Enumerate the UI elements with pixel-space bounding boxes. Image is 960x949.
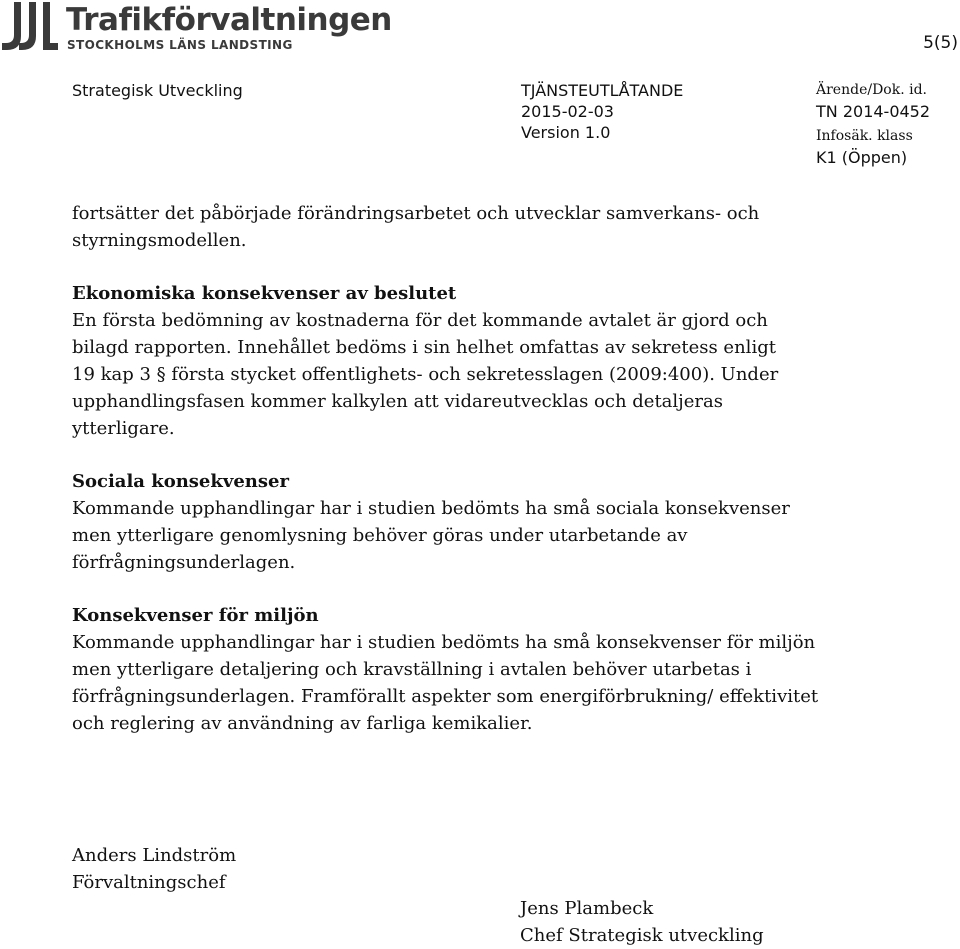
intro-paragraph: fortsätter det påbörjade förändringsarbetet och utvecklar samverkans- och styrningsmodellen. (72, 203, 760, 251)
case-id: TN 2014-0452 (816, 102, 931, 121)
department: Strategisk Utveckling (72, 81, 243, 100)
section-heading: Konsekvenser för miljön (72, 605, 319, 626)
section-social (72, 468, 932, 576)
section-text: Kommande upphandlingar har i studien bedömts ha små konsekvenser för miljön men ytterligare detaljering och kravställning i avtalen behöver utarbetas i förfrågningsunderlagen. Framförallt aspekter som energiförbrukning/ effektivitet och reglering av användning av farliga kemikalier. (72, 632, 819, 734)
document-type: TJÄNSTEUTLÅTANDE (521, 81, 684, 100)
signatory-title: Chef Strategisk utveckling (520, 925, 764, 946)
section-heading: Ekonomiska konsekvenser av beslutet (72, 283, 457, 304)
header-department-block (72, 80, 243, 101)
trafikforvaltningen-logo (0, 0, 392, 56)
document-body (72, 200, 932, 763)
case-label: Ärende/Dok. id. (816, 82, 927, 98)
header-case-block (816, 80, 930, 168)
document-date: 2015-02-03 (521, 102, 614, 121)
signatory-name: Anders Lindström (72, 845, 237, 866)
section-heading: Sociala konsekvenser (72, 471, 289, 492)
logo-mark-icon (2, 2, 58, 52)
document-version: Version 1.0 (521, 123, 611, 142)
signatory-title: Förvaltningschef (72, 872, 226, 893)
page-number: 5(5) (923, 33, 958, 53)
signature-block (72, 842, 236, 896)
header-document-block (521, 80, 683, 143)
signatory-name: Jens Plambeck (520, 898, 654, 919)
logo-subtitle: STOCKHOLMS LÄNS LANDSTING (67, 38, 293, 52)
section-environment (72, 602, 932, 737)
classification: K1 (Öppen) (816, 148, 908, 167)
classification-label: Infosäk. klass (816, 128, 913, 144)
section-economic (72, 280, 932, 442)
signature-block (520, 895, 764, 949)
section-text: En första bedömning av kostnaderna för det kommande avtalet är gjord och bilagd rapporten. Innehållet bedöms i sin helhet omfattas av sekretess enligt 19 kap 3 § första stycket offentlighets- och sekretesslagen (2009:400). Under upphandlingsfasen kommer kalkylen att vidareutvecklas och detaljeras ytterligare. (72, 310, 779, 439)
section-text: Kommande upphandlingar har i studien bedömts ha små sociala konsekvenser men ytterligare genomlysning behöver göras under utarbetande av förfrågningsunderlagen. (72, 498, 790, 573)
logo-name: Trafikförvaltningen (66, 2, 392, 38)
